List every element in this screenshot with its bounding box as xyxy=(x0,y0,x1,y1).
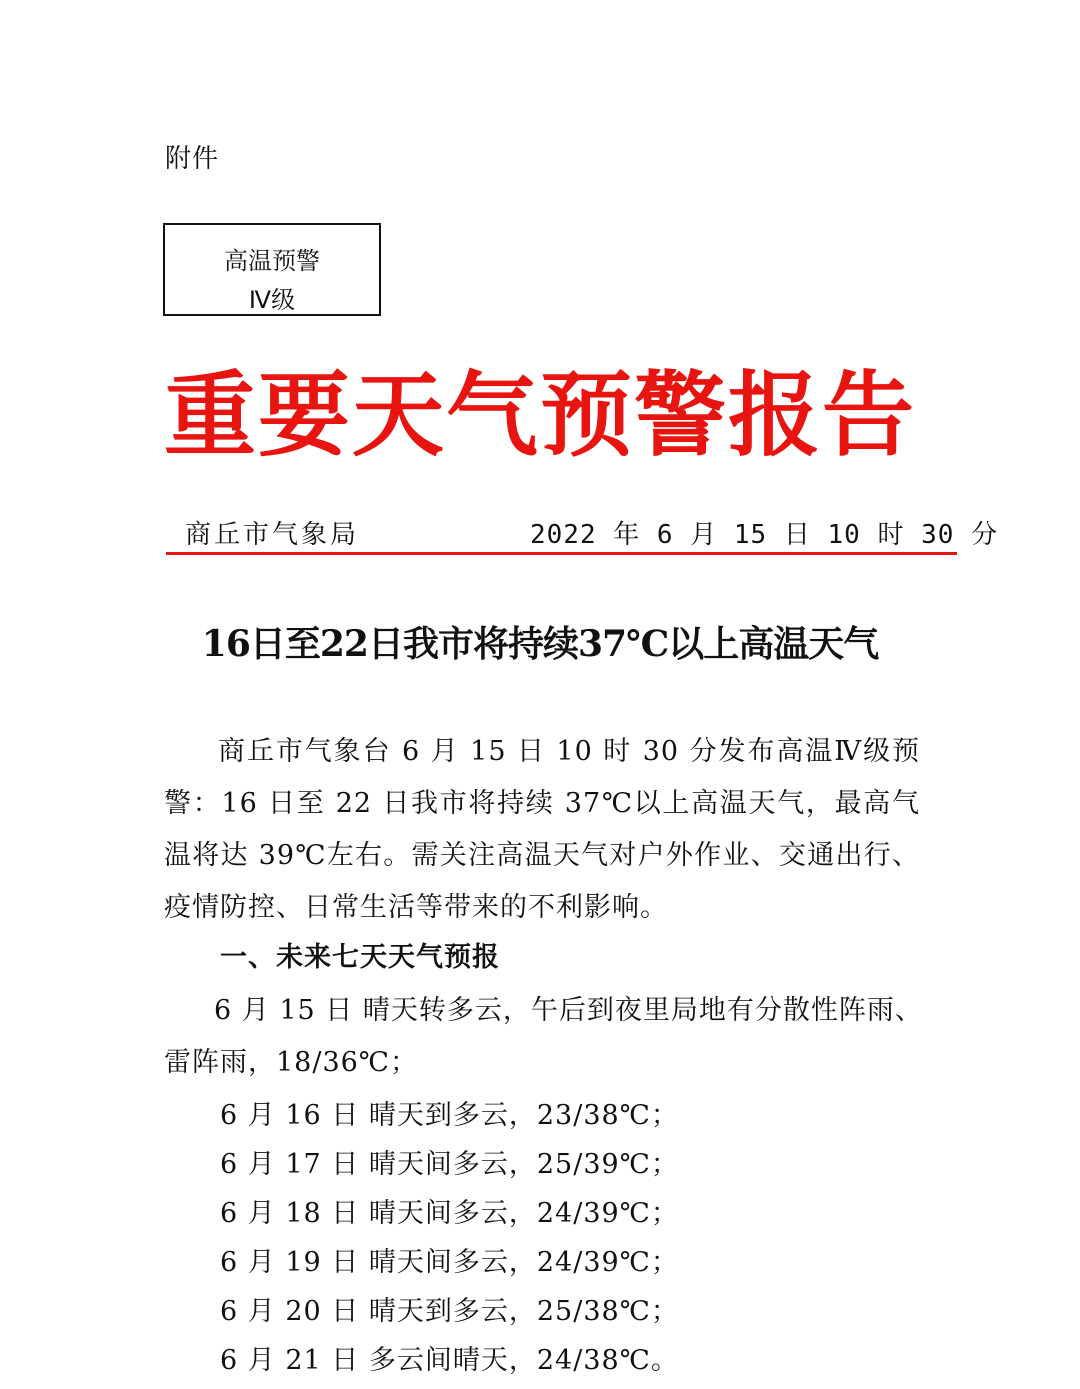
attachment-label: 附件 xyxy=(165,144,220,174)
forecast-entry: 6 月 17 日 晴天间多云，25/39℃； xyxy=(220,1149,679,1180)
forecast-entry: 6 月 16 日 晴天到多云，23/38℃； xyxy=(220,1100,679,1131)
section-heading: 一、未来七天天气预报 xyxy=(220,942,500,973)
warning-level-box xyxy=(163,223,381,316)
report-title: 重要天气预警报告 xyxy=(163,361,916,469)
forecast-entry: 6 月 18 日 晴天间多云，24/39℃； xyxy=(220,1198,679,1229)
forecast-entry: 6 月 19 日 晴天间多云，24/39℃； xyxy=(220,1247,679,1278)
issuer: 商丘市气象局 xyxy=(185,520,360,550)
forecast-first-entry: 6 月 15 日 晴天转多云，午后到夜里局地有分散性阵雨、雷阵雨，18/36℃； xyxy=(164,995,923,1078)
forecast-entry: 6 月 21 日 多云间晴天，24/38℃。 xyxy=(220,1345,679,1376)
warning-level: Ⅳ级 xyxy=(248,286,296,314)
issue-time: 2022 年 6 月 15 日 10 时 30 分 xyxy=(530,520,999,550)
red-divider xyxy=(166,552,957,555)
headline: 16日至22日我市将持续37℃以上高温天气 xyxy=(201,623,879,665)
forecast-entry: 6 月 20 日 晴天到多云，25/38℃； xyxy=(220,1296,679,1327)
warning-type: 高温预警 xyxy=(224,247,320,275)
body-paragraph: 商丘市气象台 6 月 15 日 10 时 30 分发布高温Ⅳ级预警：16 日至 22 日我市将持续 37℃以上高温天气，最高气温将达 39℃左右。需关注高温天气对户外作业、交通出行、疫情防控、日常生活等带来的不利影响。 xyxy=(164,736,920,923)
